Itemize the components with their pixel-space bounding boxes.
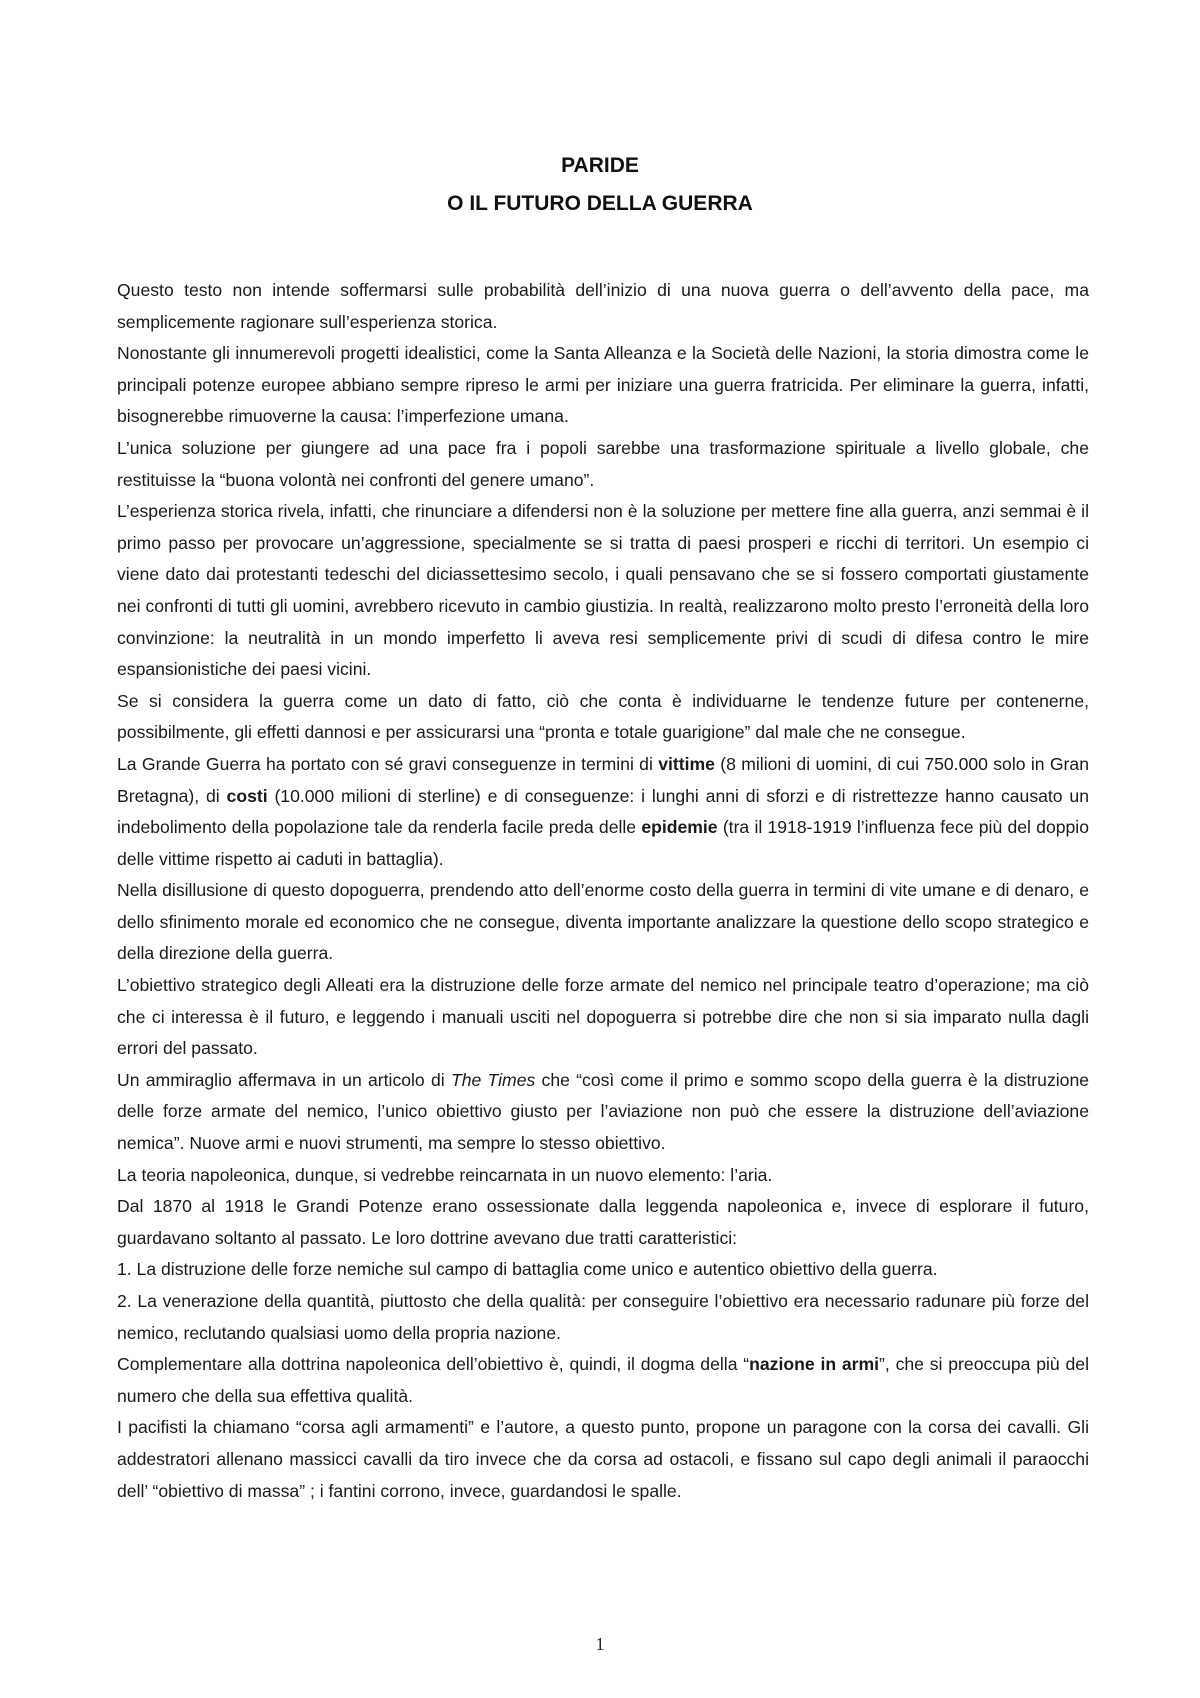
- paragraph: L’unica soluzione per giungere ad una pace fra i popoli sarebbe una trasformazione spirituale a livello globale, che restituisse la “buona volontà nei confronti del genere umano”.: [117, 437, 1089, 490]
- title-line-1: PARIDE: [561, 154, 639, 177]
- bold-term: epidemie: [641, 817, 718, 838]
- paragraph: L’esperienza storica rivela, infatti, che rinunciare a difendersi non è la soluzione per mettere fine alla guerra, anzi semmai è il primo passo per provocare un’aggressione, specialmente se si tratta di paesi prosperi e ricchi di territori. Un esempio ci viene dato dai protestanti tedeschi del diciassettesimo secolo, i quali pensavano che se si fossero comportati giustamente nei confronti di tutti gli uomini, avrebbero ricevuto in cambio giustizia. In realtà, realizzarono molto presto l’erroneità della loro convinzione: la neutralità in un mondo imperfetto li aveva resi semplicemente privi di scudi di difesa contro le mire espansionistiche dei paesi vicini.: [117, 501, 1089, 680]
- paragraph: I pacifisti la chiamano “corsa agli armamenti” e l’autore, a questo punto, propone un paragone con la corsa dei cavalli. Gli addestratori allenano massicci cavalli da tiro invece che da corsa ad ostacoli, e fissano sul capo degli animali il paraocchi dell’ “obiettivo di massa” ; i fantini corrono, invece, guardandosi le spalle.: [117, 1417, 1089, 1501]
- paragraph: Un ammiraglio affermava in un articolo di The Times che “così come il primo e sommo scopo della guerra è la distruzione delle forze armate del nemico, l’unico obiettivo giusto per l’aviazione non può che essere la distruzione dell’aviazione nemica”. Nuove armi e nuovi strumenti, ma sempre lo stesso obiettivo.: [117, 1069, 1090, 1154]
- paragraph: Complementare alla dottrina napoleonica dell’obiettivo è, quindi, il dogma della “nazione in armi”, che si preoccupa più del numero che della sua effettiva qualità.: [117, 1354, 1089, 1406]
- title-line-2: O IL FUTURO DELLA GUERRA: [447, 192, 753, 215]
- page-number: 1: [595, 1634, 605, 1654]
- paragraph: Dal 1870 al 1918 le Grandi Potenze erano ossessionate dalla leggenda napoleonica e, invece di esplorare il futuro, guardavano soltanto al passato. Le loro dottrine avevano due tratti caratteristici:: [117, 1196, 1089, 1248]
- document-body: [117, 275, 1089, 1507]
- paragraph: Se si considera la guerra come un dato di fatto, ciò che conta è individuarne le tendenze future per contenerne, possibilmente, gli effetti dannosi e per assicurarsi una “pronta e totale guarigione” dal male che ne consegue.: [117, 690, 1089, 743]
- paragraph: L’obiettivo strategico degli Alleati era la distruzione delle forze armate del nemico nel principale teatro d’operazione; ma ciò che ci interessa è il futuro, e leggendo i manuali usciti nel dopoguerra si potrebbe dire che non si sia imparato nulla dagli errori del passato.: [117, 975, 1089, 1059]
- italic-title: The Times: [450, 1069, 536, 1090]
- bold-term: vittime: [658, 753, 715, 774]
- paragraph: La Grande Guerra ha portato con sé gravi conseguenze in termini di vittime (8 milioni di uomini, di cui 750.000 solo in Gran Bretagna), di costi (10.000 milioni di sterline) e di conseguenze: i lunghi anni di sforzi e di ristrettezze hanno causato un indebolimento della popolazione tale da renderla facile preda delle epidemie (tra il 1918-1919 l’influenza fece più del doppio delle vittime rispetto ai caduti in battaglia).: [117, 753, 1090, 869]
- bold-term: nazione in armi: [749, 1354, 880, 1375]
- document-title: [0, 147, 1200, 223]
- paragraph: Nella disillusione di questo dopoguerra, prendendo atto dell’enorme costo della guerra in termini di vite umane e di denaro, e dello sfinimento morale ed economico che ne consegue, diventa importante analizzare la questione dello scopo strategico e della direzione della guerra.: [117, 880, 1089, 964]
- paragraph: Nonostante gli innumerevoli progetti idealistici, come la Santa Alleanza e la Società delle Nazioni, la storia dimostra come le principali potenze europee abbiano sempre ripreso le armi per iniziare una guerra fratricida. Per eliminare la guerra, infatti, bisognerebbe rimuoverne la causa: l’imperfezione umana.: [117, 343, 1089, 427]
- paragraph: 2. La venerazione della quantità, piuttosto che della qualità: per conseguire l’obiettivo era necessario radunare più forze del nemico, reclutando qualsiasi uomo della propria nazione.: [117, 1291, 1089, 1343]
- paragraph: Questo testo non intende soffermarsi sulle probabilità dell’inizio di una nuova guerra o dell’avvento della pace, ma semplicemente ragionare sull’esperienza storica.: [117, 280, 1089, 332]
- paragraph: 1. La distruzione delle forze nemiche sul campo di battaglia come unico e autentico obiettivo della guerra.: [117, 1259, 938, 1280]
- bold-term: costi: [226, 785, 268, 806]
- paragraph: La teoria napoleonica, dunque, si vedrebbe reincarnata in un nuovo elemento: l’aria.: [117, 1164, 773, 1185]
